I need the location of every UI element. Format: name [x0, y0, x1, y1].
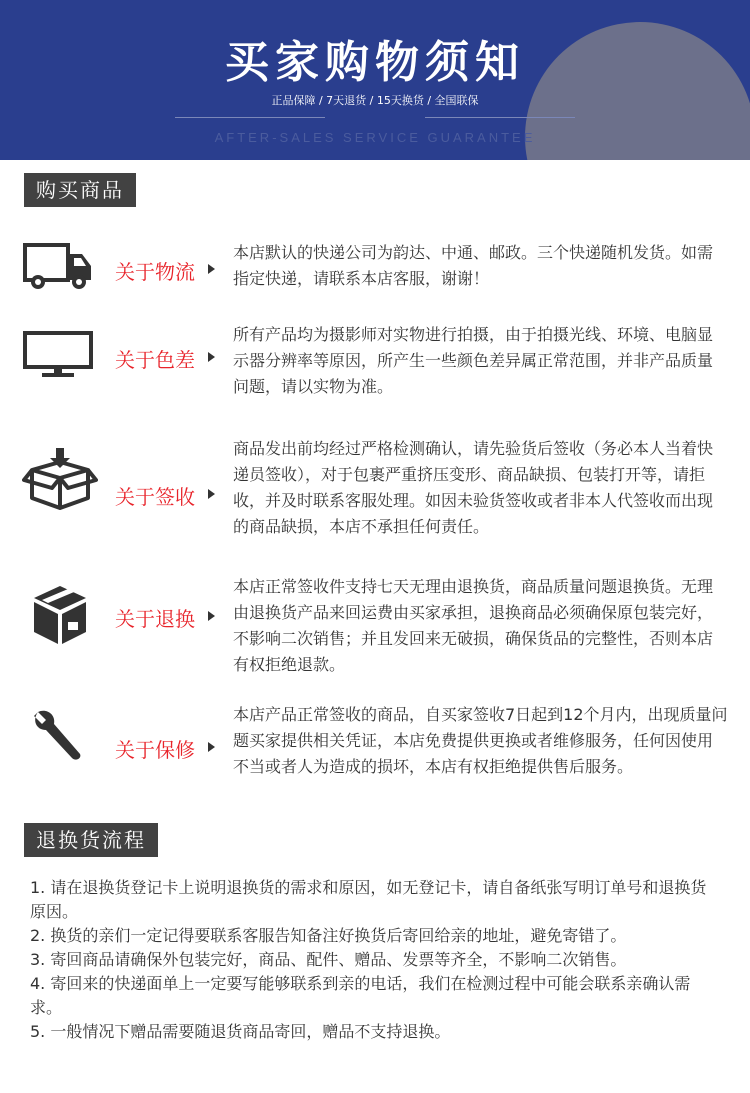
info-text: 所有产品均为摄影师对实物进行拍摄，由于拍摄光线、环境、电脑显示器分辨率等原因，所产生一些颜色差异属正常范围，并非产品质量问题，请以实物为准。 — [233, 325, 714, 396]
info-label: 关于物流 — [115, 260, 195, 284]
list-item: 1. 请在退换货登记卡上说明退换货的需求和原因，如无登记卡，请自备纸张写明订单号和退换货原因。 — [30, 878, 707, 921]
page-subtitle: 正品保障 / 7天退货 / 15天换货 / 全国联保 — [271, 94, 479, 107]
info-text: 本店正常签收件支持七天无理由退换货，商品质量问题退换货。无理由退换货产品来回运费由买家承担，退换商品必须确保原包装完好，不影响二次销售；并且发回来无破损，确保货品的完整性，否则本店有权拒绝退款。 — [233, 577, 714, 674]
info-row-warranty — [0, 702, 750, 802]
list-item: 5. 一般情况下赠品需要随退货商品寄回，赠品不支持退换。 — [30, 1022, 451, 1041]
info-row-logistics — [0, 240, 750, 300]
info-text: 商品发出前均经过严格检测确认，请先验货后签收（务必本人当着快递员签收），对于包裹严重挤压变形、商品缺损、包装打开等，请拒收，并及时联系客服处理。如因未验货签收或者非本人代签收而出现的商品缺损，本店不承担任何责任。 — [233, 439, 714, 536]
info-text: 本店默认的快递公司为韵达、中通、邮政。三个快递随机发货。如需指定快递，请联系本店客服，谢谢！ — [233, 243, 714, 288]
header-banner — [0, 0, 750, 160]
arrow-right-icon — [208, 742, 215, 752]
monitor-icon — [22, 330, 94, 382]
arrow-right-icon — [208, 264, 215, 274]
page-title: 买家购物须知 — [225, 37, 525, 88]
info-row-color — [0, 322, 750, 402]
section-tag-purchase: 购买商品 — [24, 173, 136, 207]
return-steps-list — [30, 876, 720, 1044]
wrench-icon — [32, 708, 88, 768]
divider-right — [425, 117, 575, 118]
list-item: 2. 换货的亲们一定记得要联系客服告知备注好换货后寄回给亲的地址，避免寄错了。 — [30, 926, 627, 945]
info-label: 关于签收 — [115, 485, 195, 509]
info-text: 本店产品正常签收的商品，自买家签收7日起到12个月内，出现质量问题买家提供相关凭证，本店免费提供更换或者维修服务，任何因使用不当或者人为造成的损坏，本店有权拒绝提供售后服务。 — [233, 705, 728, 776]
arrow-right-icon — [208, 352, 215, 362]
package-icon — [22, 448, 98, 516]
info-label: 关于保修 — [115, 738, 195, 762]
arrow-right-icon — [208, 611, 215, 621]
box-icon — [30, 584, 90, 650]
info-row-signing — [0, 436, 750, 566]
truck-icon — [22, 242, 94, 296]
list-item: 4. 寄回来的快递面单上一定要写能够联系到亲的电话，我们在检测过程中可能会联系亲确认需求。 — [30, 974, 691, 1017]
english-tagline: AFTER-SALES SERVICE GUARANTEE — [214, 130, 536, 145]
list-item: 3. 寄回商品请确保外包装完好，商品、配件、赠品、发票等齐全，不影响二次销售。 — [30, 950, 627, 969]
info-label: 关于退换 — [115, 607, 195, 631]
info-label: 关于色差 — [115, 348, 195, 372]
arrow-right-icon — [208, 489, 215, 499]
divider-left — [175, 117, 325, 118]
info-row-return — [0, 574, 750, 684]
section-tag-return-process: 退换货流程 — [24, 823, 158, 857]
